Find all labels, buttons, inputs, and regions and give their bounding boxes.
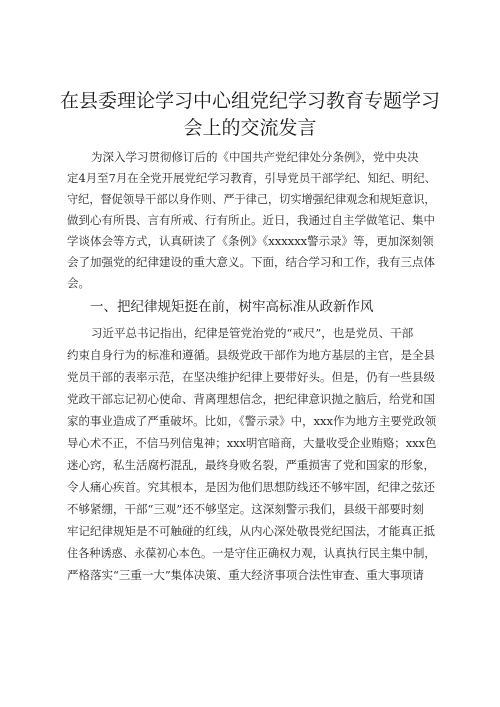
paragraph-2-line: 习近平总书记指出，纪律是管党治党的“戒尺”，也是党员、干部 xyxy=(91,326,414,340)
paragraph-1-line: 守纪，督促领导干部以身作则、严于律己，切实增强纪律观念和规矩意识， xyxy=(67,192,436,206)
paragraph-2-line: 约束自身行为的标准和遵循。县级党政干部作为地方基层的主官，是全县 xyxy=(67,348,435,362)
paragraph-2-line: 令人痛心疾首。究其根本，是因为他们思想防线还不够牢固，纪律之弦还 xyxy=(67,480,435,494)
paragraph-2-line: 迷心窍，私生活腐朽混乱，最终身败名裂，严重损害了党和国家的形象， xyxy=(67,458,435,472)
paragraph-2-line: 牢记纪律规矩是不可触碰的红线，从内心深处敬畏党纪国法，才能真正抵 xyxy=(67,524,435,538)
document-title-line-2: 会上的交流发言 xyxy=(183,117,317,139)
paragraph-2-line: 不够紧绷，干部“三观”还不够坚定。这深刻警示我们，县级干部要时刻 xyxy=(67,502,424,516)
paragraph-1-line: 为深入学习贯彻修订后的《中国共产党纪律处分条例》，党中央决 xyxy=(91,150,419,164)
paragraph-2-line: 住各种诱惑、永葆初心本色。一是守住正确权力观，认真执行民主集中制， xyxy=(67,546,436,560)
section-heading: 一、把纪律规矩挺在前，树牢高标准从政新作风 xyxy=(90,299,374,315)
paragraph-2-line: 党员干部的表率示范，在坚决维护纪律上要带好头。但是，仍有一些县级 xyxy=(67,370,435,384)
paragraph-2-line: 导心术不正，不信马列信鬼神；xxx明官暗商，大量收受企业贿赂；xxx色 xyxy=(67,436,437,450)
document-title-line-1: 在县委理论学习中心组党纪学习教育专题学习 xyxy=(59,90,440,112)
paragraph-1-line: 会。 xyxy=(67,276,90,290)
paragraph-2-line: 党政干部忘记初心使命、背离理想信念，把纪律意识抛之脑后，给党和国 xyxy=(67,392,435,406)
paragraph-1-line: 会了加强党的纪律建设的重大意义。下面，结合学习和工作，我有三点体 xyxy=(67,255,435,269)
paragraph-1-line: 做到心有所畏、言有所戒、行有所止。近日，我通过自主学做笔记、集中 xyxy=(67,213,435,227)
paragraph-2-line: 家的事业造成了严重破坏。比如，《警示录》中，xxx作为地方主要党政领 xyxy=(67,414,437,428)
paragraph-1-line: 定4月至7月在全党开展党纪学习教育，引导党员干部学纪、知纪、明纪、 xyxy=(67,171,437,185)
paragraph-1-line: 学谈体会等方式，认真研读了《条例》《xxxxxx警示录》等，更加深刻领 xyxy=(67,234,434,248)
paragraph-2-line: 严格落实“三重一大”集体决策、重大经济事项合法性审查、重大事项请 xyxy=(67,568,424,582)
